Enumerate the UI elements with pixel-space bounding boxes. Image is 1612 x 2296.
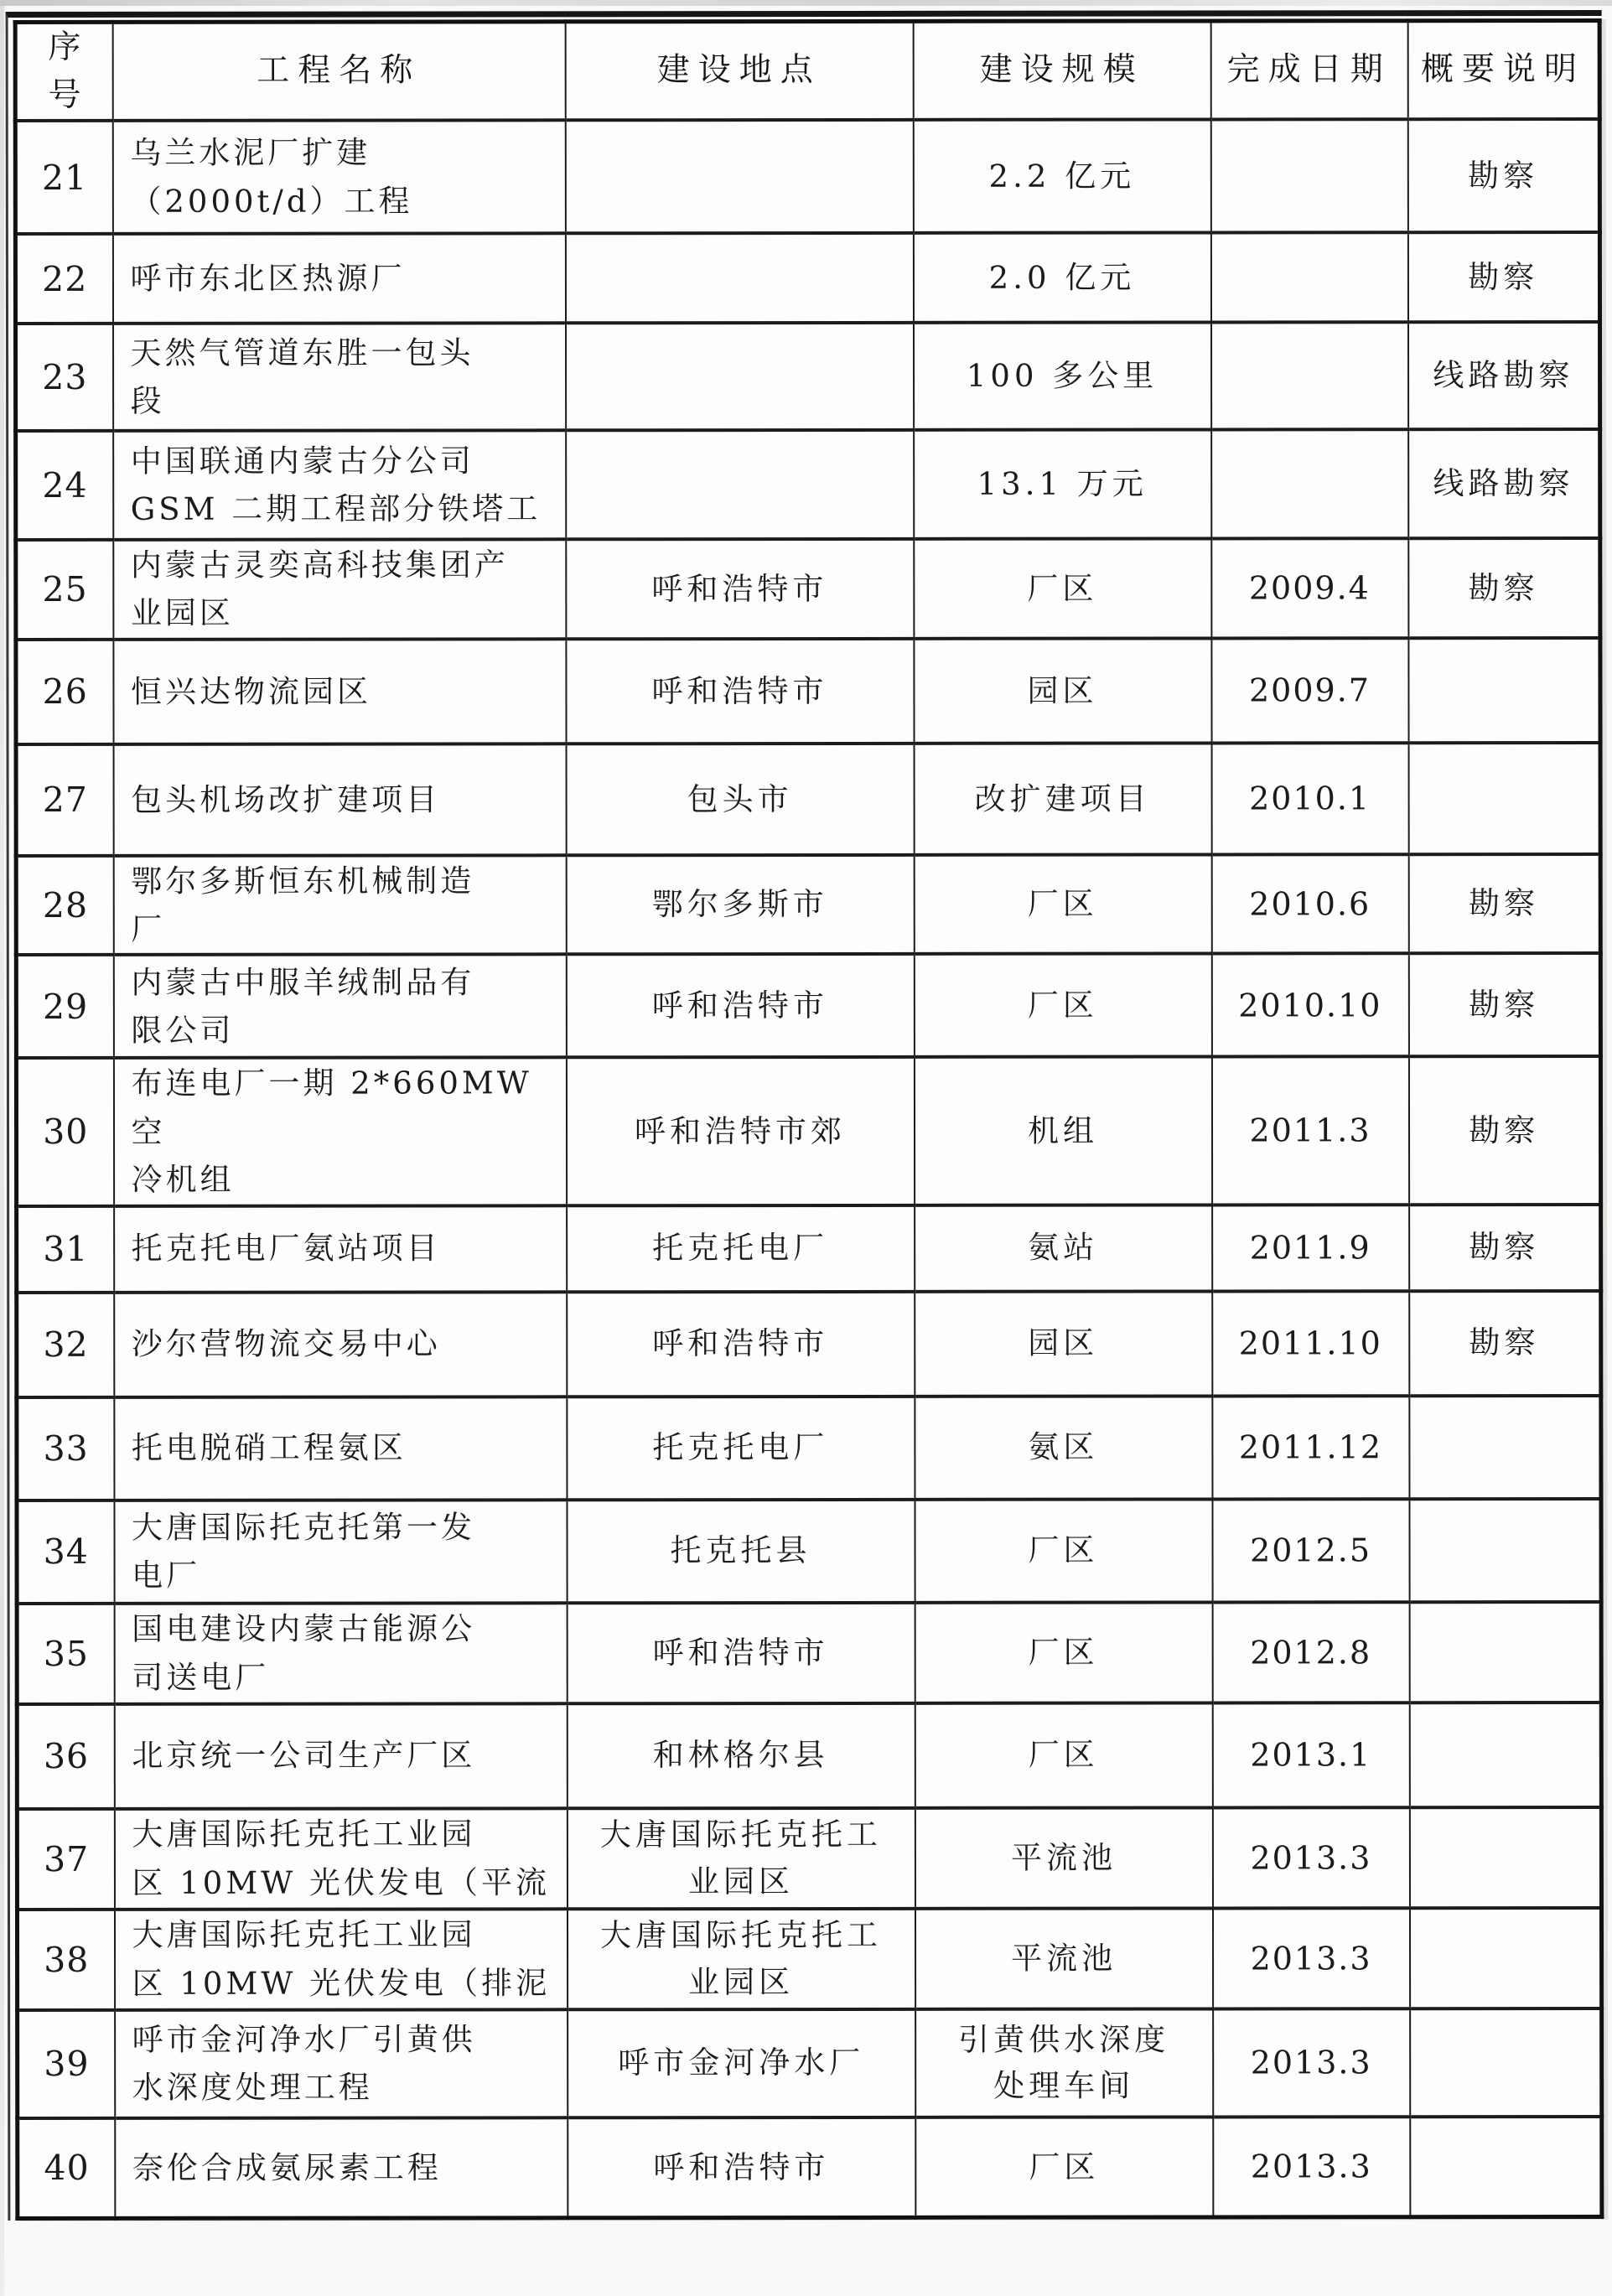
cell-scale: 机组 <box>914 1057 1211 1205</box>
cell-seq: 38 <box>17 1909 114 2009</box>
cell-location <box>566 323 914 430</box>
cell-project-name: 北京统一公司生产厂区 <box>114 1703 567 1809</box>
cell-scale: 厂区 <box>915 1602 1212 1703</box>
col-header-date: 完成日期 <box>1210 21 1407 120</box>
table-row <box>17 1807 1601 1910</box>
cell-location: 托克托电厂 <box>567 1205 915 1291</box>
cell-seq: 25 <box>16 540 113 640</box>
cell-project-name: 大唐国际托克托工业园 区 10MW 光伏发电（平流 <box>114 1808 567 1910</box>
cell-location: 呼和浩特市 <box>567 1602 915 1703</box>
cell-location: 呼和浩特市 <box>567 1291 915 1396</box>
cell-scale: 引黄供水深度 处理车间 <box>915 2008 1213 2117</box>
table-row <box>17 1908 1601 2010</box>
cell-project-name: 中国联通内蒙古分公司 GSM 二期工程部分铁塔工 <box>113 430 566 540</box>
cell-seq: 30 <box>16 1058 113 1205</box>
cell-scale: 氨站 <box>915 1205 1212 1291</box>
cell-date <box>1210 232 1407 322</box>
cell-project-name: 鄂尔多斯恒东机械制造 厂 <box>113 855 566 955</box>
cell-location: 呼和浩特市 <box>566 539 914 639</box>
cell-project-name: 恒兴达物流园区 <box>113 639 566 744</box>
cell-seq: 28 <box>16 856 113 956</box>
cell-location: 和林格尔县 <box>567 1703 915 1807</box>
cell-summary <box>1409 1396 1601 1499</box>
cell-summary: 勘察 <box>1407 232 1599 322</box>
cell-scale: 厂区 <box>915 1499 1212 1602</box>
cell-seq: 36 <box>17 1703 114 1808</box>
cell-seq: 39 <box>18 2009 115 2117</box>
table-row <box>17 1499 1601 1604</box>
cell-scale: 园区 <box>914 638 1211 743</box>
table-outer-frame <box>6 10 1604 2221</box>
cell-date: 2013.3 <box>1212 1807 1409 1908</box>
col-header-location: 建设地点 <box>565 21 913 120</box>
table-row <box>16 429 1600 540</box>
cell-project-name: 包头机场改扩建项目 <box>113 744 566 856</box>
cell-scale: 13.1 万元 <box>914 430 1211 539</box>
cell-scale: 厂区 <box>914 854 1211 954</box>
cell-scale: 平流池 <box>915 1908 1212 2008</box>
cell-seq: 31 <box>17 1205 114 1292</box>
cell-summary: 线路勘察 <box>1408 322 1600 429</box>
cell-seq: 23 <box>16 324 113 431</box>
cell-summary: 勘察 <box>1408 953 1600 1056</box>
col-header-seq: 序 号 <box>15 22 112 121</box>
cell-location: 呼和浩特市郊 <box>566 1057 914 1205</box>
cell-location: 大唐国际托克托工 业园区 <box>567 1807 915 1908</box>
table-row <box>18 2008 1602 2118</box>
cell-summary: 线路勘察 <box>1408 429 1600 538</box>
cell-summary <box>1408 743 1600 854</box>
cell-seq: 24 <box>16 431 113 540</box>
cell-summary <box>1409 1499 1601 1602</box>
cell-scale: 厂区 <box>914 954 1211 1057</box>
cell-project-name: 内蒙古灵奕高科技集团产 业园区 <box>113 539 566 639</box>
cell-date: 2009.7 <box>1211 638 1408 743</box>
cell-summary: 勘察 <box>1409 1205 1601 1291</box>
cell-seq: 22 <box>15 234 112 324</box>
cell-date <box>1211 429 1408 538</box>
cell-project-name: 大唐国际托克托工业园 区 10MW 光伏发电（排泥 <box>114 1909 567 2010</box>
cell-scale: 2.2 亿元 <box>913 120 1210 233</box>
cell-date <box>1210 119 1407 232</box>
cell-date: 2012.8 <box>1212 1602 1409 1703</box>
cell-scale: 平流池 <box>915 1807 1212 1908</box>
cell-date: 2011.9 <box>1212 1205 1409 1291</box>
cell-scale: 2.0 亿元 <box>913 233 1210 323</box>
cell-date: 2012.5 <box>1212 1499 1409 1602</box>
cell-location: 呼和浩特市 <box>566 954 914 1057</box>
cell-location: 大唐国际托克托工 业园区 <box>567 1908 915 2008</box>
cell-summary <box>1409 1908 1601 2008</box>
cell-summary: 勘察 <box>1408 1056 1600 1204</box>
cell-summary <box>1410 2117 1602 2217</box>
cell-seq: 33 <box>17 1397 114 1500</box>
table-row <box>17 1291 1601 1397</box>
table-row <box>15 232 1599 324</box>
table-row <box>16 1056 1600 1205</box>
cell-location: 鄂尔多斯市 <box>566 855 914 955</box>
cell-location <box>565 120 913 233</box>
cell-project-name: 托电脱硝工程氨区 <box>114 1397 567 1500</box>
cell-summary <box>1409 1602 1601 1703</box>
cell-date: 2013.3 <box>1213 2008 1410 2117</box>
cell-project-name: 呼市东北区热源厂 <box>112 233 565 324</box>
cell-date: 2011.12 <box>1212 1396 1409 1499</box>
cell-scale: 改扩建项目 <box>914 743 1211 854</box>
cell-date: 2010.10 <box>1211 954 1408 1057</box>
col-header-summary: 概要说明 <box>1407 21 1599 120</box>
table-row <box>16 638 1600 744</box>
table-row <box>16 743 1600 856</box>
cell-scale: 氨区 <box>915 1396 1212 1499</box>
cell-project-name: 大唐国际托克托第一发 电厂 <box>114 1500 567 1604</box>
cell-seq: 40 <box>18 2117 115 2218</box>
cell-date: 2011.3 <box>1211 1057 1408 1205</box>
projects-table <box>13 18 1604 2221</box>
cell-date: 2013.1 <box>1212 1703 1409 1807</box>
cell-summary: 勘察 <box>1408 538 1600 638</box>
cell-project-name: 呼市金河净水厂引黄供 水深度处理工程 <box>115 2009 568 2118</box>
cell-summary: 勘察 <box>1409 1291 1601 1396</box>
table-row <box>17 1602 1601 1704</box>
cell-project-name: 国电建设内蒙古能源公 司送电厂 <box>114 1603 567 1704</box>
cell-summary <box>1409 1807 1601 1908</box>
cell-date: 2013.3 <box>1213 2117 1410 2217</box>
cell-scale: 厂区 <box>914 539 1211 639</box>
cell-project-name: 天然气管道东胜一包头 段 <box>113 323 566 431</box>
cell-seq: 32 <box>17 1292 114 1397</box>
cell-seq: 27 <box>16 744 113 856</box>
cell-seq: 29 <box>16 955 113 1058</box>
table-row <box>16 953 1600 1058</box>
table-row <box>17 1396 1601 1500</box>
col-header-scale: 建设规模 <box>913 21 1210 120</box>
header-row <box>15 21 1599 122</box>
table-row <box>15 119 1599 234</box>
cell-date <box>1211 322 1408 429</box>
cell-date: 2010.6 <box>1211 854 1408 954</box>
cell-location: 呼市金河净水厂 <box>568 2008 915 2117</box>
cell-scale: 厂区 <box>915 1703 1212 1807</box>
col-header-name: 工程名称 <box>112 22 565 121</box>
cell-seq: 34 <box>17 1500 114 1603</box>
cell-summary <box>1409 1703 1601 1807</box>
cell-scale: 园区 <box>915 1291 1212 1396</box>
table-row <box>18 2117 1602 2219</box>
cell-seq: 35 <box>17 1603 114 1703</box>
table-row <box>17 1205 1601 1293</box>
scan-artifact-top-edge <box>0 0 1612 6</box>
cell-summary: 勘察 <box>1407 119 1599 232</box>
cell-summary <box>1410 2008 1602 2117</box>
cell-summary: 勘察 <box>1408 854 1600 954</box>
cell-date: 2009.4 <box>1211 538 1408 638</box>
cell-date: 2013.3 <box>1212 1908 1409 2008</box>
cell-project-name: 托克托电厂氨站项目 <box>114 1205 567 1293</box>
cell-location: 托克托县 <box>567 1499 915 1602</box>
cell-date: 2011.10 <box>1212 1291 1409 1396</box>
cell-location <box>566 430 914 539</box>
cell-seq: 26 <box>16 640 113 744</box>
table-row <box>16 854 1600 956</box>
cell-location: 包头市 <box>566 744 914 855</box>
cell-project-name: 奈伦合成氨尿素工程 <box>115 2117 568 2219</box>
cell-location: 呼和浩特市 <box>568 2117 915 2217</box>
cell-seq: 37 <box>17 1808 114 1909</box>
cell-project-name: 沙尔营物流交易中心 <box>114 1292 567 1397</box>
cell-scale: 100 多公里 <box>914 323 1211 430</box>
table-row <box>16 322 1600 431</box>
cell-date: 2010.1 <box>1211 743 1408 854</box>
cell-summary <box>1408 638 1600 743</box>
cell-project-name: 内蒙古中服羊绒制品有 限公司 <box>113 955 566 1059</box>
cell-location: 呼和浩特市 <box>566 639 914 744</box>
scan-artifact-left-edge <box>0 0 4 2296</box>
table-row <box>16 538 1600 640</box>
cell-project-name: 布连电厂一期 2*660MW 空 冷机组 <box>113 1058 566 1206</box>
cell-project-name: 乌兰水泥厂扩建 （2000t/d）工程 <box>112 120 565 234</box>
cell-location <box>565 233 913 323</box>
cell-scale: 厂区 <box>915 2117 1213 2217</box>
cell-location: 托克托电厂 <box>567 1396 915 1499</box>
table-row <box>17 1703 1601 1809</box>
cell-seq: 21 <box>15 121 112 234</box>
